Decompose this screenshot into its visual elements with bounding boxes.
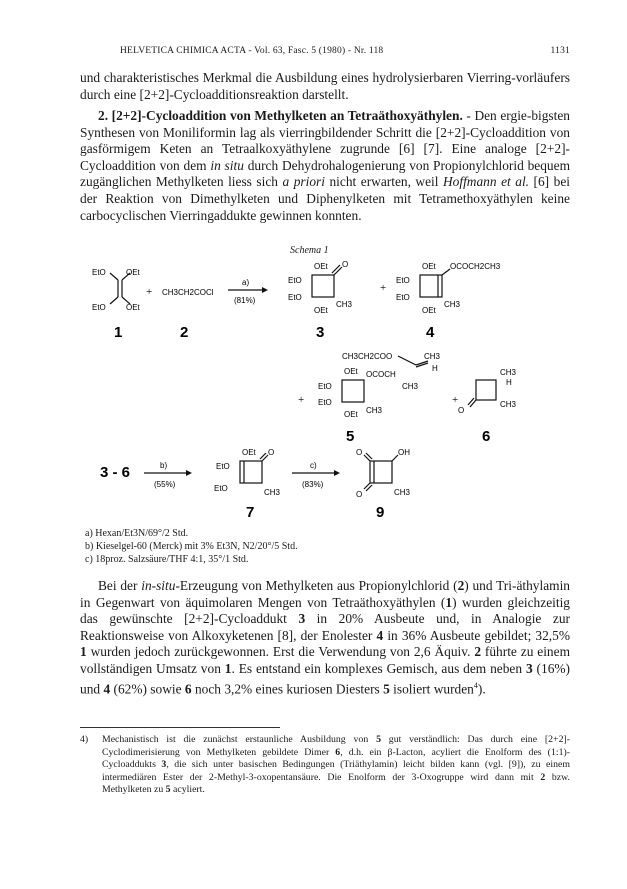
svg-text:OEt: OEt	[126, 303, 140, 312]
journal-header: HELVETICA CHIMICA ACTA - Vol. 63, Fasc. 5 (1980) - Nr. 118	[120, 46, 384, 56]
results-text: Bei der in-situ-Erzeugung von Methylketen aus Propionylchlorid (2) und Tri-äthylamin in Gegenwart von äquimolaren Mengen von Tetraäthoxyäthylen (1) wurden gleichzeitig das gewünschte [2+2]-Cycloaddukt 3 in 20% Ausbeute und, in Analogie zur Reaktionsweise von Alkoxyketenen [8], der Enolester 4 in 36% Ausbeute gebildet; 32,5% 1 wurden jedoch zurückgewonnen. Erst die Verwendung von 2,6 Äquiv. 2 führte zu einem vollständigen Umsatz von 1. Es entstand ein komplexes Gemisch, aus dem neben 3 (16%) und 4 (62%) sowie 6 noch 3,2% eines kuriosen Diesters 5 isoliert wurden$^4$).	[80, 578, 570, 697]
svg-text:EtO: EtO	[214, 484, 228, 493]
svg-text:EtO: EtO	[92, 268, 106, 277]
svg-text:EtO: EtO	[396, 293, 410, 302]
running-header	[120, 46, 570, 56]
svg-text:OCOCH: OCOCH	[366, 370, 396, 379]
svg-text:b): b)	[160, 461, 168, 470]
svg-text:CH3: CH3	[500, 400, 517, 409]
svg-text:H: H	[506, 378, 512, 387]
svg-text:CH3: CH3	[444, 300, 461, 309]
svg-text:EtO: EtO	[318, 398, 332, 407]
results-paragraph	[80, 578, 570, 698]
svg-text:OEt: OEt	[422, 262, 436, 271]
svg-text:O: O	[268, 448, 275, 457]
svg-text:OEt: OEt	[314, 306, 328, 315]
compound-5-structure	[318, 352, 441, 419]
svg-text:EtO: EtO	[318, 382, 332, 391]
compound-7-structure	[214, 448, 281, 497]
cited-authors: Hoffmann et al.	[443, 174, 530, 190]
footnote-marker: 4)	[80, 734, 89, 745]
condition-a: a) Hexan/Et3N/69°/2 Std.	[85, 528, 189, 539]
intro-paragraph	[80, 70, 570, 103]
footnote-rule	[80, 727, 280, 728]
svg-text:CH3CH2COO: CH3CH2COO	[342, 352, 393, 361]
compound-number-9: 9	[376, 504, 385, 521]
compound-number-7: 7	[246, 504, 255, 521]
compound-9-structure	[356, 448, 411, 499]
section-heading: 2. [2+2]-Cycloaddition von Methylketen an Tetraäthoxyäthylen.	[98, 108, 463, 123]
svg-text:CH3: CH3	[394, 488, 411, 497]
reaction-conditions	[85, 527, 555, 566]
footnote	[80, 734, 570, 797]
svg-text:+: +	[452, 394, 459, 406]
compound-1-structure	[92, 268, 141, 312]
svg-text:OEt: OEt	[344, 367, 358, 376]
compound-number-6: 6	[482, 428, 491, 445]
svg-text:O: O	[356, 490, 363, 499]
svg-text:EtO: EtO	[216, 462, 230, 471]
svg-text:O: O	[342, 260, 349, 269]
section-paragraph	[80, 108, 570, 224]
svg-text:c): c)	[310, 461, 317, 470]
svg-text:OEt: OEt	[314, 262, 328, 271]
svg-text:OEt: OEt	[126, 268, 140, 277]
svg-text:OEt: OEt	[422, 306, 436, 315]
svg-text:+: +	[298, 394, 305, 406]
compound-4-structure	[396, 262, 501, 315]
svg-text:EtO: EtO	[288, 276, 302, 285]
start-range-label: 3 - 6	[100, 464, 131, 481]
plus-sign: +	[146, 286, 153, 298]
svg-text:+: +	[380, 282, 387, 294]
compound-number-2: 2	[180, 324, 189, 341]
svg-text:EtO: EtO	[288, 293, 302, 302]
svg-text:OEt: OEt	[344, 410, 358, 419]
svg-text:(81%): (81%)	[234, 296, 256, 305]
svg-text:CH3: CH3	[264, 488, 281, 497]
footnote-text: Mechanistisch ist die zunächst erstaunliche Ausbildung von 5 gut verständlich: Das durch eine [2+2]-Cyclodimerisierung von Methylketen gebildete Dimer 6, d.h. ein β-Lacton, acyliert die Enolform des (1:1)-Cycloaddukts 3, die sich unter basischen Bedingungen (Triäthylamin) leicht bilden kann (vgl. [9]), zu einem intermediären Ester der 2-Methyl-3-oxopentansäure. Die Enolform der 3-Oxogruppe wird dann mit 2 bzw. Methylketen zu 5 acyliert.	[102, 734, 571, 796]
intro-text: und charakteristisches Merkmal die Ausbildung eines hydrolysierbaren Vierring-vorläufers durch eine [2+2]-Cycloadditionsreaktion darstellt.	[80, 70, 570, 102]
svg-text:(83%): (83%)	[302, 480, 324, 489]
compound-number-3: 3	[316, 324, 325, 341]
svg-text:CH3: CH3	[366, 406, 383, 415]
compound-2-formula: CH3CH2COCl	[162, 288, 214, 297]
condition-b: b) Kieselgel-60 (Merck) mit 3% Et3N, N2/20°/5 Std.	[85, 541, 298, 552]
svg-text:OH: OH	[398, 448, 410, 457]
compound-number-5: 5	[346, 428, 355, 445]
compound-3-structure	[288, 260, 353, 315]
svg-text:H: H	[432, 364, 438, 373]
compound-number-1: 1	[114, 324, 123, 341]
svg-text:(55%): (55%)	[154, 480, 176, 489]
svg-text:O: O	[356, 448, 363, 457]
svg-text:a): a)	[242, 278, 250, 287]
scheme-title: Schema 1	[290, 245, 329, 256]
compound-number-4: 4	[426, 324, 435, 341]
svg-text:OCOCH2CH3: OCOCH2CH3	[450, 262, 501, 271]
svg-text:CH3: CH3	[336, 300, 353, 309]
svg-text:EtO: EtO	[396, 276, 410, 285]
condition-c: c) 18proz. Salzsäure/THF 4:1, 35°/1 Std.	[85, 554, 249, 565]
svg-text:OEt: OEt	[242, 448, 256, 457]
svg-text:CH3: CH3	[402, 382, 419, 391]
svg-text:EtO: EtO	[92, 303, 106, 312]
reaction-scheme	[80, 255, 570, 525]
svg-text:CH3: CH3	[500, 368, 517, 377]
section-body: 2. [2+2]-Cycloaddition von Methylketen an Tetraäthoxyäthylen. - Den ergie-bigsten Synthesen von Moniliformin lag als vierringbildender Schritt die [2+2]-Cycloaddition von gasförmigem Keten an Tetraalkoxyäthylene zugrunde [6] [7]. Eine analoge [2+2]-Cycloaddition von dem in situ durch Dehydrohalogenierung von Propionylchlorid bequem zugänglichen Methylketen liess sich a priori nicht erwarten, weil Hoffmann et al. [6] bei der Reaktion von Dimethylketen und Diphenylketen mit Tetramethoxyäthylen keine carbocyclischen Vierringaddukte gewinnen konnten.	[80, 108, 571, 223]
footnote-ref: 4	[473, 680, 478, 690]
compound-6-structure	[458, 368, 517, 415]
svg-text:CH3: CH3	[424, 352, 441, 361]
page-number: 1131	[550, 46, 570, 56]
svg-text:O: O	[458, 406, 465, 415]
